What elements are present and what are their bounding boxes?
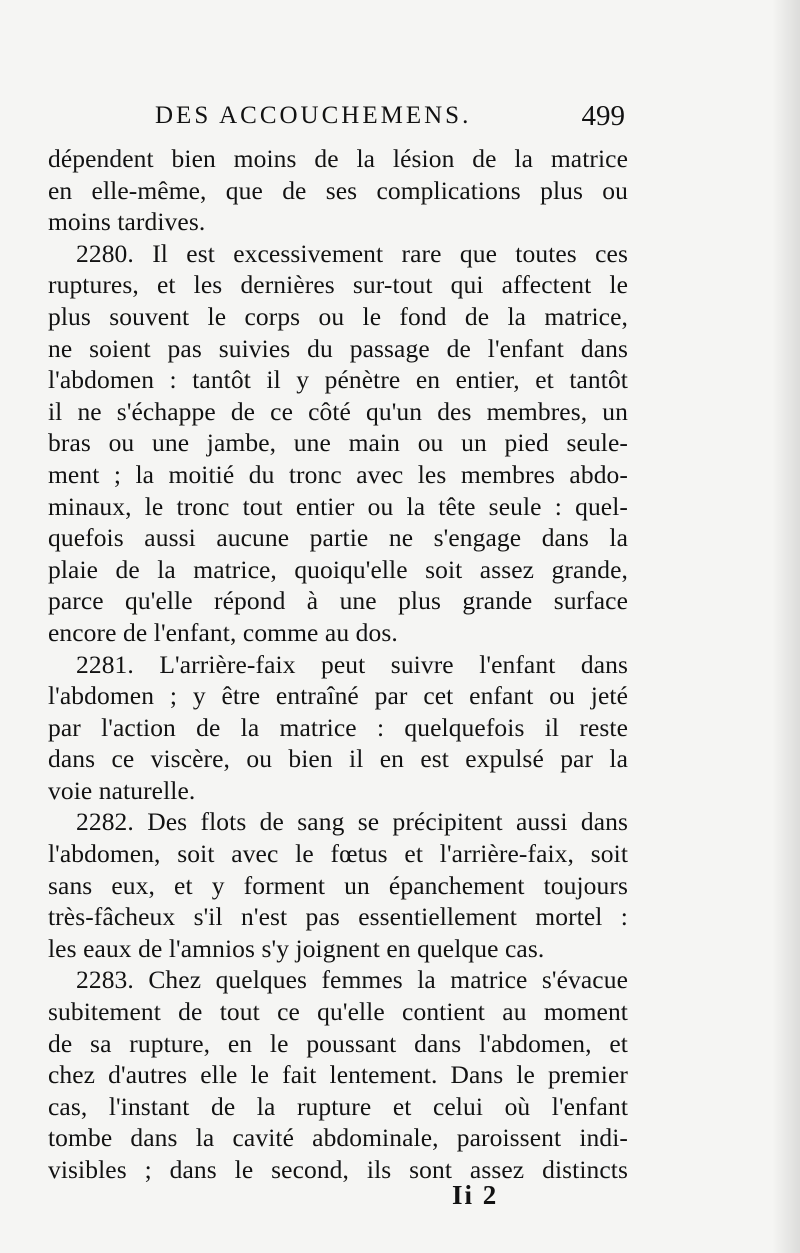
text-line: par l'action de la matrice : quelquefois il reste (48, 712, 628, 742)
paragraph-2282-start: 2282. Des flots de sang se précipitent aussi dans (76, 807, 628, 837)
text-line: plus souvent le corps ou le fond de la matrice, (48, 301, 628, 331)
text-line: dépendent bien moins de la lésion de la matrice (48, 144, 628, 173)
text-line: l'abdomen ; y être entraîné par cet enfant ou jeté (48, 681, 628, 711)
text-line: chez d'autres elle le fait lentement. Dans le premier (48, 1060, 628, 1090)
paragraph-2280-start: 2280. Il est excessivement rare que toutes ces (76, 238, 628, 268)
page-edge-shadow (772, 0, 800, 1253)
body-text (48, 143, 628, 1186)
text-line: de sa rupture, en le poussant dans l'abdomen, et (48, 1028, 628, 1058)
text-line: il ne s'échappe de ce côté qu'un des membres, un (48, 396, 628, 426)
text-line: bras ou une jambe, une main ou un pied seule- (48, 428, 628, 458)
running-head: DES ACCOUCHEMENS. (155, 102, 472, 129)
text-line: sans eux, et y forment un épanchement toujours (48, 870, 628, 900)
text-line: les eaux de l'amnios s'y joignent en quelque cas. (48, 933, 545, 963)
page-number: 499 (581, 100, 625, 132)
text-line: voie naturelle. (48, 775, 196, 805)
text-line: ruptures, et les dernières sur-tout qui affectent le (48, 270, 628, 300)
text-line: ne soient pas suivies du passage de l'enfant dans (48, 333, 628, 363)
text-line: dans ce viscère, ou bien il en est expulsé par la (48, 744, 628, 774)
paragraph-2283-start: 2283. Chez quelques femmes la matrice s'évacue (76, 965, 628, 995)
text-line: plaie de la matrice, quoiqu'elle soit assez grande, (48, 554, 628, 584)
paragraph-2281-start: 2281. L'arrière-faix peut suivre l'enfant dans (76, 649, 628, 679)
text-line: cas, l'instant de la rupture et celui où l'enfant (48, 1091, 628, 1121)
text-line: minaux, le tronc tout entier ou la tête seule : quel- (48, 491, 628, 521)
signature-mark: Ii 2 (452, 1180, 499, 1210)
text-line: très-fâcheux s'il n'est pas essentiellement mortel : (48, 902, 628, 932)
text-line: encore de l'enfant, comme au dos. (48, 617, 398, 647)
text-line: l'abdomen : tantôt il y pénètre en entier, et tantôt (48, 365, 628, 395)
text-line: tombe dans la cavité abdominale, paroissent indi- (48, 1123, 628, 1153)
text-line: ment ; la moitié du tronc avec les membres abdo- (48, 459, 628, 489)
text-line: en elle-même, que de ses complications plus ou (48, 175, 628, 205)
text-line: visibles ; dans le second, ils sont assez distincts (48, 1155, 628, 1184)
text-line: l'abdomen, soit avec le fœtus et l'arrière-faix, soit (48, 839, 628, 869)
text-line: quefois aussi aucune partie ne s'engage dans la (48, 523, 628, 553)
page-header (155, 100, 625, 140)
text-line: moins tardives. (48, 207, 206, 237)
text-line: parce qu'elle répond à une plus grande surface (48, 586, 628, 616)
text-line: subitement de tout ce qu'elle contient au moment (48, 997, 628, 1027)
